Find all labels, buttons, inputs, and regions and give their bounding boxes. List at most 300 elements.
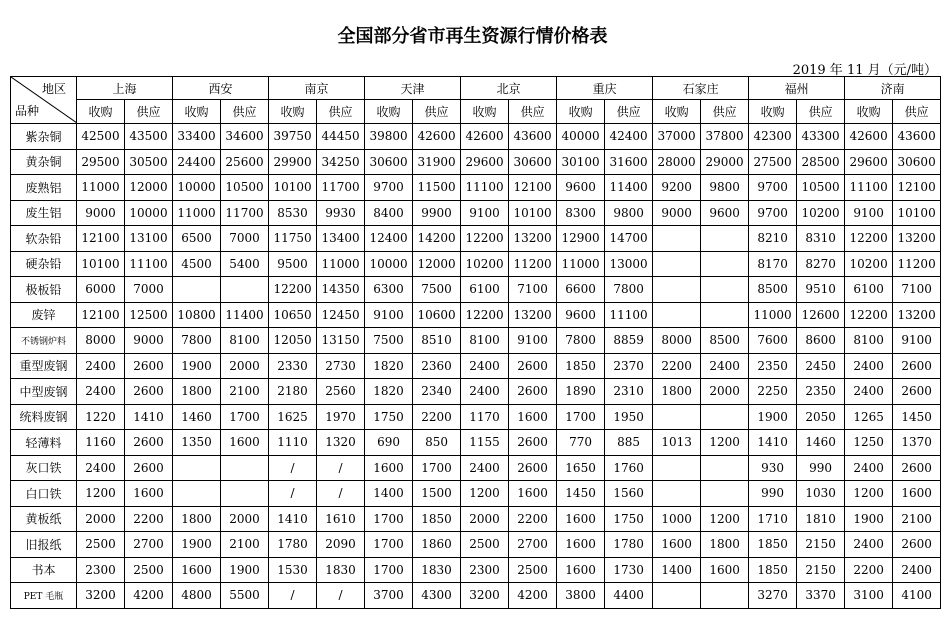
- table-row: [11, 226, 941, 252]
- price-cell: 28000: [653, 149, 701, 175]
- price-cell: 44450: [317, 124, 365, 150]
- price-cell: 43500: [125, 124, 173, 150]
- price-cell: 9510: [797, 277, 845, 303]
- price-cell: 1820: [365, 353, 413, 379]
- price-cell: 1850: [749, 557, 797, 583]
- price-cell: 10000: [365, 251, 413, 277]
- price-cell: 4400: [605, 583, 653, 609]
- price-cell: 2150: [797, 532, 845, 558]
- price-cell: 1610: [317, 506, 365, 532]
- price-cell: 1750: [365, 404, 413, 430]
- price-cell: 2350: [797, 379, 845, 405]
- city-header: 南京: [269, 77, 365, 100]
- price-cell: 1800: [173, 506, 221, 532]
- price-cell: /: [317, 583, 365, 609]
- price-cell: [173, 277, 221, 303]
- price-cell: 4300: [413, 583, 461, 609]
- price-cell: 3200: [77, 583, 125, 609]
- price-cell: 8100: [461, 328, 509, 354]
- price-cell: 1900: [221, 557, 269, 583]
- price-cell: 8270: [797, 251, 845, 277]
- row-label: PET 毛瓶: [11, 583, 77, 609]
- row-label: 轻薄料: [11, 430, 77, 456]
- price-cell: 1400: [365, 481, 413, 507]
- price-cell: 2700: [125, 532, 173, 558]
- price-cell: 43600: [893, 124, 941, 150]
- price-cell: 11500: [413, 175, 461, 201]
- price-cell: 8170: [749, 251, 797, 277]
- buy-column-header: 收购: [269, 100, 317, 124]
- price-cell: 1600: [221, 430, 269, 456]
- price-cell: 30500: [125, 149, 173, 175]
- price-cell: 31600: [605, 149, 653, 175]
- price-cell: 1600: [125, 481, 173, 507]
- price-cell: 30600: [365, 149, 413, 175]
- price-cell: 11000: [77, 175, 125, 201]
- price-cell: 40000: [557, 124, 605, 150]
- price-cell: 14350: [317, 277, 365, 303]
- price-cell: 12200: [461, 226, 509, 252]
- price-cell: [653, 481, 701, 507]
- category-label: 品种: [15, 104, 40, 118]
- price-cell: 6300: [365, 277, 413, 303]
- price-cell: 7000: [221, 226, 269, 252]
- price-cell: 1600: [365, 455, 413, 481]
- price-cell: 12200: [461, 302, 509, 328]
- buy-column-header: 收购: [173, 100, 221, 124]
- row-label: 灰口铁: [11, 455, 77, 481]
- price-cell: 3700: [365, 583, 413, 609]
- price-cell: 2600: [125, 455, 173, 481]
- price-cell: 8510: [413, 328, 461, 354]
- price-cell: 1650: [557, 455, 605, 481]
- price-cell: 1600: [557, 532, 605, 558]
- buy-sell-header-row: [11, 100, 941, 124]
- price-cell: 1600: [557, 506, 605, 532]
- price-cell: 2600: [509, 353, 557, 379]
- price-cell: 1800: [173, 379, 221, 405]
- price-cell: 8600: [797, 328, 845, 354]
- price-cell: 1850: [749, 532, 797, 558]
- price-cell: 5400: [221, 251, 269, 277]
- price-cell: 11700: [221, 200, 269, 226]
- price-cell: 2600: [125, 353, 173, 379]
- price-cell: 2000: [77, 506, 125, 532]
- price-cell: 9800: [701, 175, 749, 201]
- price-cell: 7600: [749, 328, 797, 354]
- price-cell: /: [269, 455, 317, 481]
- price-cell: [653, 455, 701, 481]
- price-cell: 1450: [893, 404, 941, 430]
- price-cell: 2600: [893, 455, 941, 481]
- table-row: [11, 124, 941, 150]
- price-cell: 9600: [701, 200, 749, 226]
- price-cell: 14200: [413, 226, 461, 252]
- price-cell: 30100: [557, 149, 605, 175]
- price-cell: 13150: [317, 328, 365, 354]
- price-cell: 2400: [845, 532, 893, 558]
- price-cell: 9600: [557, 302, 605, 328]
- price-cell: 1800: [701, 532, 749, 558]
- price-cell: 2500: [461, 532, 509, 558]
- price-cell: 2600: [125, 430, 173, 456]
- price-cell: 1200: [701, 430, 749, 456]
- price-cell: [701, 226, 749, 252]
- price-cell: 7800: [557, 328, 605, 354]
- price-cell: 12200: [845, 226, 893, 252]
- price-cell: [221, 481, 269, 507]
- price-cell: 2500: [125, 557, 173, 583]
- price-cell: 1400: [653, 557, 701, 583]
- price-cell: 1950: [605, 404, 653, 430]
- price-cell: 3270: [749, 583, 797, 609]
- price-cell: [653, 583, 701, 609]
- price-cell: 2000: [461, 506, 509, 532]
- price-cell: 1700: [221, 404, 269, 430]
- price-cell: 1900: [749, 404, 797, 430]
- city-header: 西安: [173, 77, 269, 100]
- price-cell: [221, 455, 269, 481]
- price-cell: [701, 583, 749, 609]
- price-cell: 7100: [893, 277, 941, 303]
- price-cell: 5500: [221, 583, 269, 609]
- price-cell: 11750: [269, 226, 317, 252]
- price-cell: 12450: [317, 302, 365, 328]
- price-cell: 9600: [557, 175, 605, 201]
- price-cell: 1730: [605, 557, 653, 583]
- table-row: [11, 175, 941, 201]
- price-cell: 1700: [365, 506, 413, 532]
- price-cell: 2600: [509, 430, 557, 456]
- price-cell: 6100: [461, 277, 509, 303]
- price-cell: [173, 481, 221, 507]
- price-cell: 1780: [269, 532, 317, 558]
- row-label: 重型废钢: [11, 353, 77, 379]
- price-cell: 1780: [605, 532, 653, 558]
- price-cell: 2600: [125, 379, 173, 405]
- price-cell: 10100: [509, 200, 557, 226]
- price-table: [10, 76, 941, 609]
- price-cell: /: [269, 583, 317, 609]
- price-cell: 10200: [461, 251, 509, 277]
- price-cell: 10800: [173, 302, 221, 328]
- price-cell: 34250: [317, 149, 365, 175]
- price-cell: 1013: [653, 430, 701, 456]
- row-label: 不锈钢炉料: [11, 328, 77, 354]
- price-cell: 8210: [749, 226, 797, 252]
- price-cell: 12100: [893, 175, 941, 201]
- price-cell: 42600: [845, 124, 893, 150]
- price-cell: 10200: [845, 251, 893, 277]
- row-label: 紫杂铜: [11, 124, 77, 150]
- price-cell: 10100: [269, 175, 317, 201]
- price-cell: 2560: [317, 379, 365, 405]
- row-label: 硬杂铅: [11, 251, 77, 277]
- price-cell: [701, 302, 749, 328]
- price-cell: 9800: [605, 200, 653, 226]
- buy-column-header: 收购: [365, 100, 413, 124]
- price-cell: 2400: [77, 455, 125, 481]
- price-cell: 9500: [269, 251, 317, 277]
- price-cell: 2150: [797, 557, 845, 583]
- buy-column-header: 收购: [749, 100, 797, 124]
- price-cell: 2300: [77, 557, 125, 583]
- price-cell: 2400: [845, 379, 893, 405]
- table-row: [11, 149, 941, 175]
- price-cell: 11100: [461, 175, 509, 201]
- price-cell: 2600: [509, 379, 557, 405]
- price-cell: 1700: [365, 532, 413, 558]
- price-cell: 2730: [317, 353, 365, 379]
- price-cell: 11100: [845, 175, 893, 201]
- price-cell: 1600: [173, 557, 221, 583]
- price-cell: 2600: [893, 379, 941, 405]
- city-header: 福州: [749, 77, 845, 100]
- price-cell: 1350: [173, 430, 221, 456]
- price-cell: 1220: [77, 404, 125, 430]
- price-cell: 8859: [605, 328, 653, 354]
- price-cell: 1410: [749, 430, 797, 456]
- price-cell: 1200: [77, 481, 125, 507]
- price-cell: 12900: [557, 226, 605, 252]
- price-cell: 37000: [653, 124, 701, 150]
- buy-column-header: 收购: [653, 100, 701, 124]
- price-cell: 12500: [125, 302, 173, 328]
- price-cell: 2400: [77, 353, 125, 379]
- price-cell: 2400: [461, 455, 509, 481]
- row-label: 黄板纸: [11, 506, 77, 532]
- price-cell: 1900: [173, 532, 221, 558]
- table-row: [11, 557, 941, 583]
- price-cell: 930: [749, 455, 797, 481]
- price-cell: 12050: [269, 328, 317, 354]
- price-cell: 1710: [749, 506, 797, 532]
- table-row: [11, 200, 941, 226]
- price-cell: 1700: [413, 455, 461, 481]
- sell-column-header: 供应: [701, 100, 749, 124]
- price-cell: 4200: [509, 583, 557, 609]
- price-cell: 1250: [845, 430, 893, 456]
- price-cell: 2600: [509, 455, 557, 481]
- price-cell: 1850: [557, 353, 605, 379]
- price-cell: 13200: [509, 302, 557, 328]
- table-row: [11, 302, 941, 328]
- row-label: 中型废钢: [11, 379, 77, 405]
- price-cell: 6100: [845, 277, 893, 303]
- price-cell: 1030: [797, 481, 845, 507]
- price-cell: 1450: [557, 481, 605, 507]
- price-cell: 8000: [653, 328, 701, 354]
- city-header: 上海: [77, 77, 173, 100]
- price-cell: 9700: [749, 200, 797, 226]
- sell-column-header: 供应: [509, 100, 557, 124]
- price-cell: 11400: [221, 302, 269, 328]
- price-cell: 4100: [893, 583, 941, 609]
- price-cell: 13400: [317, 226, 365, 252]
- price-cell: 9100: [509, 328, 557, 354]
- price-cell: 2400: [845, 455, 893, 481]
- price-cell: 2000: [221, 506, 269, 532]
- price-cell: [653, 404, 701, 430]
- price-cell: 7500: [365, 328, 413, 354]
- price-cell: [701, 251, 749, 277]
- price-cell: 11000: [557, 251, 605, 277]
- price-cell: 2100: [221, 532, 269, 558]
- price-cell: 1155: [461, 430, 509, 456]
- price-cell: 7800: [173, 328, 221, 354]
- table-row: [11, 277, 941, 303]
- price-cell: 7100: [509, 277, 557, 303]
- price-cell: 13200: [509, 226, 557, 252]
- price-cell: 14700: [605, 226, 653, 252]
- price-cell: 1830: [317, 557, 365, 583]
- corner-header-cell: [11, 77, 77, 124]
- row-label: 书本: [11, 557, 77, 583]
- city-header: 重庆: [557, 77, 653, 100]
- table-row: [11, 430, 941, 456]
- price-cell: 1600: [509, 404, 557, 430]
- price-cell: 770: [557, 430, 605, 456]
- price-cell: [653, 302, 701, 328]
- price-cell: 1700: [365, 557, 413, 583]
- price-cell: [221, 277, 269, 303]
- price-cell: 9100: [461, 200, 509, 226]
- price-cell: 3100: [845, 583, 893, 609]
- price-cell: 2200: [509, 506, 557, 532]
- date-unit-note: 2019 年 11 月（元/吨）: [792, 63, 937, 78]
- price-cell: 990: [797, 455, 845, 481]
- price-cell: 10650: [269, 302, 317, 328]
- price-cell: 2300: [461, 557, 509, 583]
- city-header: 北京: [461, 77, 557, 100]
- price-cell: 1600: [701, 557, 749, 583]
- price-cell: 13200: [893, 302, 941, 328]
- sell-column-header: 供应: [125, 100, 173, 124]
- price-cell: 2360: [413, 353, 461, 379]
- price-cell: 13200: [893, 226, 941, 252]
- table-row: [11, 353, 941, 379]
- price-cell: 1265: [845, 404, 893, 430]
- price-cell: 31900: [413, 149, 461, 175]
- price-cell: 13000: [605, 251, 653, 277]
- price-cell: 39800: [365, 124, 413, 150]
- city-header: 天津: [365, 77, 461, 100]
- price-cell: 30600: [509, 149, 557, 175]
- table-row: [11, 328, 941, 354]
- price-cell: 2200: [653, 353, 701, 379]
- price-cell: 2600: [893, 532, 941, 558]
- price-cell: 1560: [605, 481, 653, 507]
- price-cell: 1760: [605, 455, 653, 481]
- price-cell: 10100: [77, 251, 125, 277]
- price-cell: /: [317, 455, 365, 481]
- table-row: [11, 532, 941, 558]
- table-row: [11, 583, 941, 609]
- price-cell: 10100: [893, 200, 941, 226]
- price-cell: 2200: [845, 557, 893, 583]
- price-cell: 1810: [797, 506, 845, 532]
- price-cell: 1850: [413, 506, 461, 532]
- region-label: 地区: [41, 82, 66, 96]
- price-cell: 13100: [125, 226, 173, 252]
- price-cell: 3370: [797, 583, 845, 609]
- price-cell: 29500: [77, 149, 125, 175]
- sell-column-header: 供应: [413, 100, 461, 124]
- price-cell: 11000: [317, 251, 365, 277]
- price-cell: 1860: [413, 532, 461, 558]
- price-cell: 1110: [269, 430, 317, 456]
- sell-column-header: 供应: [221, 100, 269, 124]
- price-cell: 1000: [653, 506, 701, 532]
- price-cell: 2600: [893, 353, 941, 379]
- price-cell: 2000: [701, 379, 749, 405]
- price-cell: 6000: [77, 277, 125, 303]
- row-label: 废生铝: [11, 200, 77, 226]
- price-cell: [653, 277, 701, 303]
- sell-column-header: 供应: [893, 100, 941, 124]
- price-cell: 9000: [125, 328, 173, 354]
- buy-column-header: 收购: [557, 100, 605, 124]
- price-cell: 8500: [749, 277, 797, 303]
- price-cell: 1160: [77, 430, 125, 456]
- price-cell: 43300: [797, 124, 845, 150]
- price-cell: 1900: [845, 506, 893, 532]
- price-cell: 1410: [269, 506, 317, 532]
- price-cell: 2400: [461, 353, 509, 379]
- price-cell: 28500: [797, 149, 845, 175]
- price-cell: 2500: [77, 532, 125, 558]
- price-cell: 1800: [653, 379, 701, 405]
- price-cell: 1970: [317, 404, 365, 430]
- buy-column-header: 收购: [845, 100, 893, 124]
- price-cell: 2500: [509, 557, 557, 583]
- price-cell: 9700: [365, 175, 413, 201]
- sell-column-header: 供应: [317, 100, 365, 124]
- price-cell: 1460: [173, 404, 221, 430]
- price-cell: 8100: [221, 328, 269, 354]
- price-cell: 1530: [269, 557, 317, 583]
- price-cell: 2350: [749, 353, 797, 379]
- price-cell: 2400: [77, 379, 125, 405]
- price-cell: 2700: [509, 532, 557, 558]
- page-title: 全国部分省市再生资源行情价格表: [337, 26, 608, 47]
- price-cell: 10200: [797, 200, 845, 226]
- price-cell: 1600: [893, 481, 941, 507]
- price-cell: 2050: [797, 404, 845, 430]
- price-cell: 1200: [701, 506, 749, 532]
- price-cell: 9100: [845, 200, 893, 226]
- price-cell: 11000: [749, 302, 797, 328]
- price-cell: 9000: [653, 200, 701, 226]
- price-cell: 2200: [125, 506, 173, 532]
- price-cell: 1410: [125, 404, 173, 430]
- price-cell: 29900: [269, 149, 317, 175]
- price-cell: 9930: [317, 200, 365, 226]
- price-cell: 12000: [413, 251, 461, 277]
- buy-column-header: 收购: [77, 100, 125, 124]
- price-cell: 9700: [749, 175, 797, 201]
- row-label: 废熟铝: [11, 175, 77, 201]
- price-cell: 12100: [77, 302, 125, 328]
- table-row: [11, 379, 941, 405]
- price-cell: 11200: [509, 251, 557, 277]
- price-cell: 7800: [605, 277, 653, 303]
- price-cell: 30600: [893, 149, 941, 175]
- price-cell: [653, 226, 701, 252]
- price-cell: 12400: [365, 226, 413, 252]
- price-cell: 1500: [413, 481, 461, 507]
- price-cell: 12000: [125, 175, 173, 201]
